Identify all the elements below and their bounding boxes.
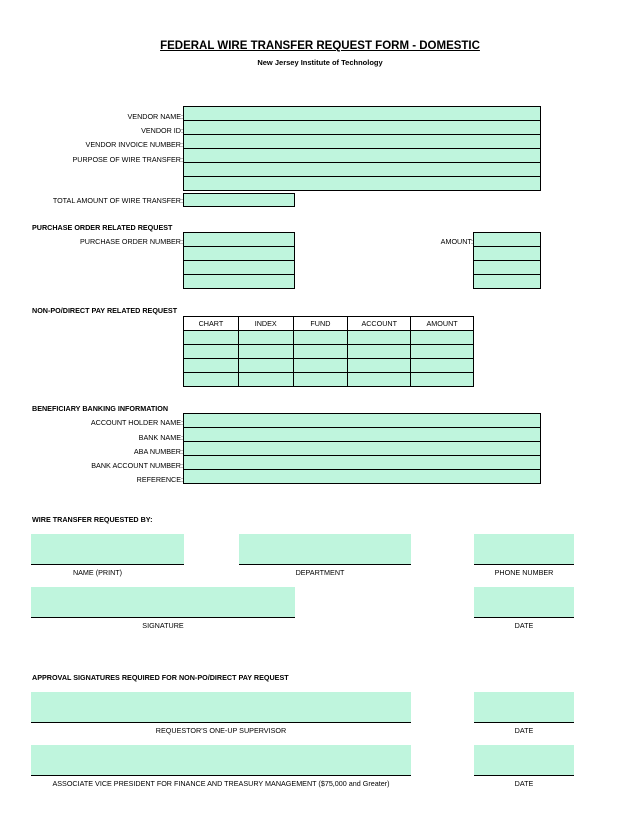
bank-name-label: BANK NAME: xyxy=(138,433,183,442)
account-holder-field[interactable] xyxy=(184,414,541,428)
po-amount-field-4[interactable] xyxy=(474,275,541,289)
po-section-title: PURCHASE ORDER RELATED REQUEST xyxy=(32,223,173,232)
po-number-field-4[interactable] xyxy=(184,275,295,289)
chart-cell[interactable] xyxy=(184,373,239,387)
non-po-table xyxy=(183,316,474,387)
po-amount-label: AMOUNT: xyxy=(440,237,473,246)
purpose-field-line-2[interactable] xyxy=(184,163,541,177)
bank-account-label: BANK ACCOUNT NUMBER: xyxy=(91,461,183,470)
form-title: FEDERAL WIRE TRANSFER REQUEST FORM - DOMESTIC xyxy=(160,40,480,52)
account-holder-label: ACCOUNT HOLDER NAME: xyxy=(90,418,183,427)
table-row xyxy=(184,373,474,387)
chart-cell[interactable] xyxy=(184,345,239,359)
col-fund-header: FUND xyxy=(293,317,348,331)
avp-date-field[interactable] xyxy=(474,745,574,776)
account-cell[interactable] xyxy=(348,359,411,373)
chart-cell[interactable] xyxy=(184,359,239,373)
amount-cell[interactable] xyxy=(411,373,474,387)
non-po-header-row xyxy=(184,317,474,331)
non-po-section-title: NON-PO/DIRECT PAY RELATED REQUEST xyxy=(32,306,178,315)
fund-cell[interactable] xyxy=(293,331,348,345)
reference-field[interactable] xyxy=(184,470,541,484)
phone-number-caption: PHONE NUMBER xyxy=(494,568,554,577)
index-cell[interactable] xyxy=(238,359,293,373)
avp-signature-field[interactable] xyxy=(31,745,411,776)
supervisor-date-caption: DATE xyxy=(514,726,534,735)
vendor-id-field[interactable] xyxy=(184,121,541,135)
total-amount-label: TOTAL AMOUNT OF WIRE TRANSFER: xyxy=(52,196,183,205)
account-cell[interactable] xyxy=(348,331,411,345)
avp-caption: ASSOCIATE VICE PRESIDENT FOR FINANCE AND TREASURY MANAGEMENT ($75,000 and Greater) xyxy=(52,779,390,788)
index-cell[interactable] xyxy=(238,345,293,359)
index-cell[interactable] xyxy=(238,331,293,345)
col-account-header: ACCOUNT xyxy=(348,317,411,331)
banking-section-title: BENEFICIARY BANKING INFORMATION xyxy=(32,404,169,413)
purpose-field-line-1[interactable] xyxy=(184,149,541,163)
approval-section-title: APPROVAL SIGNATURES REQUIRED FOR NON-PO/DIRECT PAY REQUEST xyxy=(32,673,289,682)
bank-account-field[interactable] xyxy=(184,456,541,470)
account-cell[interactable] xyxy=(348,373,411,387)
purpose-label: PURPOSE OF WIRE TRANSFER: xyxy=(72,155,183,164)
fund-cell[interactable] xyxy=(293,359,348,373)
vendor-invoice-field[interactable] xyxy=(184,135,541,149)
fund-cell[interactable] xyxy=(293,345,348,359)
po-number-label: PURCHASE ORDER NUMBER: xyxy=(79,237,183,246)
table-row xyxy=(184,359,474,373)
department-field[interactable] xyxy=(239,534,411,565)
vendor-name-field[interactable] xyxy=(184,107,541,121)
signature-caption: SIGNATURE xyxy=(142,621,184,630)
amount-cell[interactable] xyxy=(411,331,474,345)
po-number-field-2[interactable] xyxy=(184,247,295,261)
po-amount-fields xyxy=(473,232,541,289)
table-row xyxy=(184,331,474,345)
aba-number-field[interactable] xyxy=(184,442,541,456)
banking-fields xyxy=(183,413,541,484)
col-amount-header: AMOUNT xyxy=(411,317,474,331)
requested-by-section-title: WIRE TRANSFER REQUESTED BY: xyxy=(32,515,153,524)
signature-field[interactable] xyxy=(31,587,295,618)
table-row xyxy=(184,345,474,359)
index-cell[interactable] xyxy=(238,373,293,387)
total-amount-field[interactable] xyxy=(183,193,295,207)
supervisor-date-field[interactable] xyxy=(474,692,574,723)
aba-number-label: ABA NUMBER: xyxy=(133,447,183,456)
col-index-header: INDEX xyxy=(238,317,293,331)
avp-date-caption: DATE xyxy=(514,779,534,788)
bank-name-field[interactable] xyxy=(184,428,541,442)
po-number-field-3[interactable] xyxy=(184,261,295,275)
account-cell[interactable] xyxy=(348,345,411,359)
po-amount-field-2[interactable] xyxy=(474,247,541,261)
po-number-fields xyxy=(183,232,295,289)
phone-number-field[interactable] xyxy=(474,534,574,565)
po-amount-field-1[interactable] xyxy=(474,233,541,247)
department-caption: DEPARTMENT xyxy=(295,568,345,577)
form-subtitle: New Jersey Institute of Technology xyxy=(257,58,383,67)
chart-cell[interactable] xyxy=(184,331,239,345)
po-amount-field-3[interactable] xyxy=(474,261,541,275)
fund-cell[interactable] xyxy=(293,373,348,387)
purpose-field-line-3[interactable] xyxy=(184,177,541,191)
amount-cell[interactable] xyxy=(411,359,474,373)
supervisor-caption: REQUESTOR'S ONE-UP SUPERVISOR xyxy=(155,726,287,735)
signature-date-caption: DATE xyxy=(514,621,534,630)
signature-date-field[interactable] xyxy=(474,587,574,618)
vendor-id-label: VENDOR ID: xyxy=(141,126,183,135)
vendor-fields xyxy=(183,106,541,191)
col-chart-header: CHART xyxy=(184,317,239,331)
vendor-invoice-label: VENDOR INVOICE NUMBER: xyxy=(85,140,183,149)
amount-cell[interactable] xyxy=(411,345,474,359)
name-print-field[interactable] xyxy=(31,534,184,565)
vendor-name-label: VENDOR NAME: xyxy=(127,112,183,121)
supervisor-signature-field[interactable] xyxy=(31,692,411,723)
po-number-field-1[interactable] xyxy=(184,233,295,247)
reference-label: REFERENCE: xyxy=(136,475,183,484)
name-print-caption: NAME (PRINT) xyxy=(72,568,123,577)
